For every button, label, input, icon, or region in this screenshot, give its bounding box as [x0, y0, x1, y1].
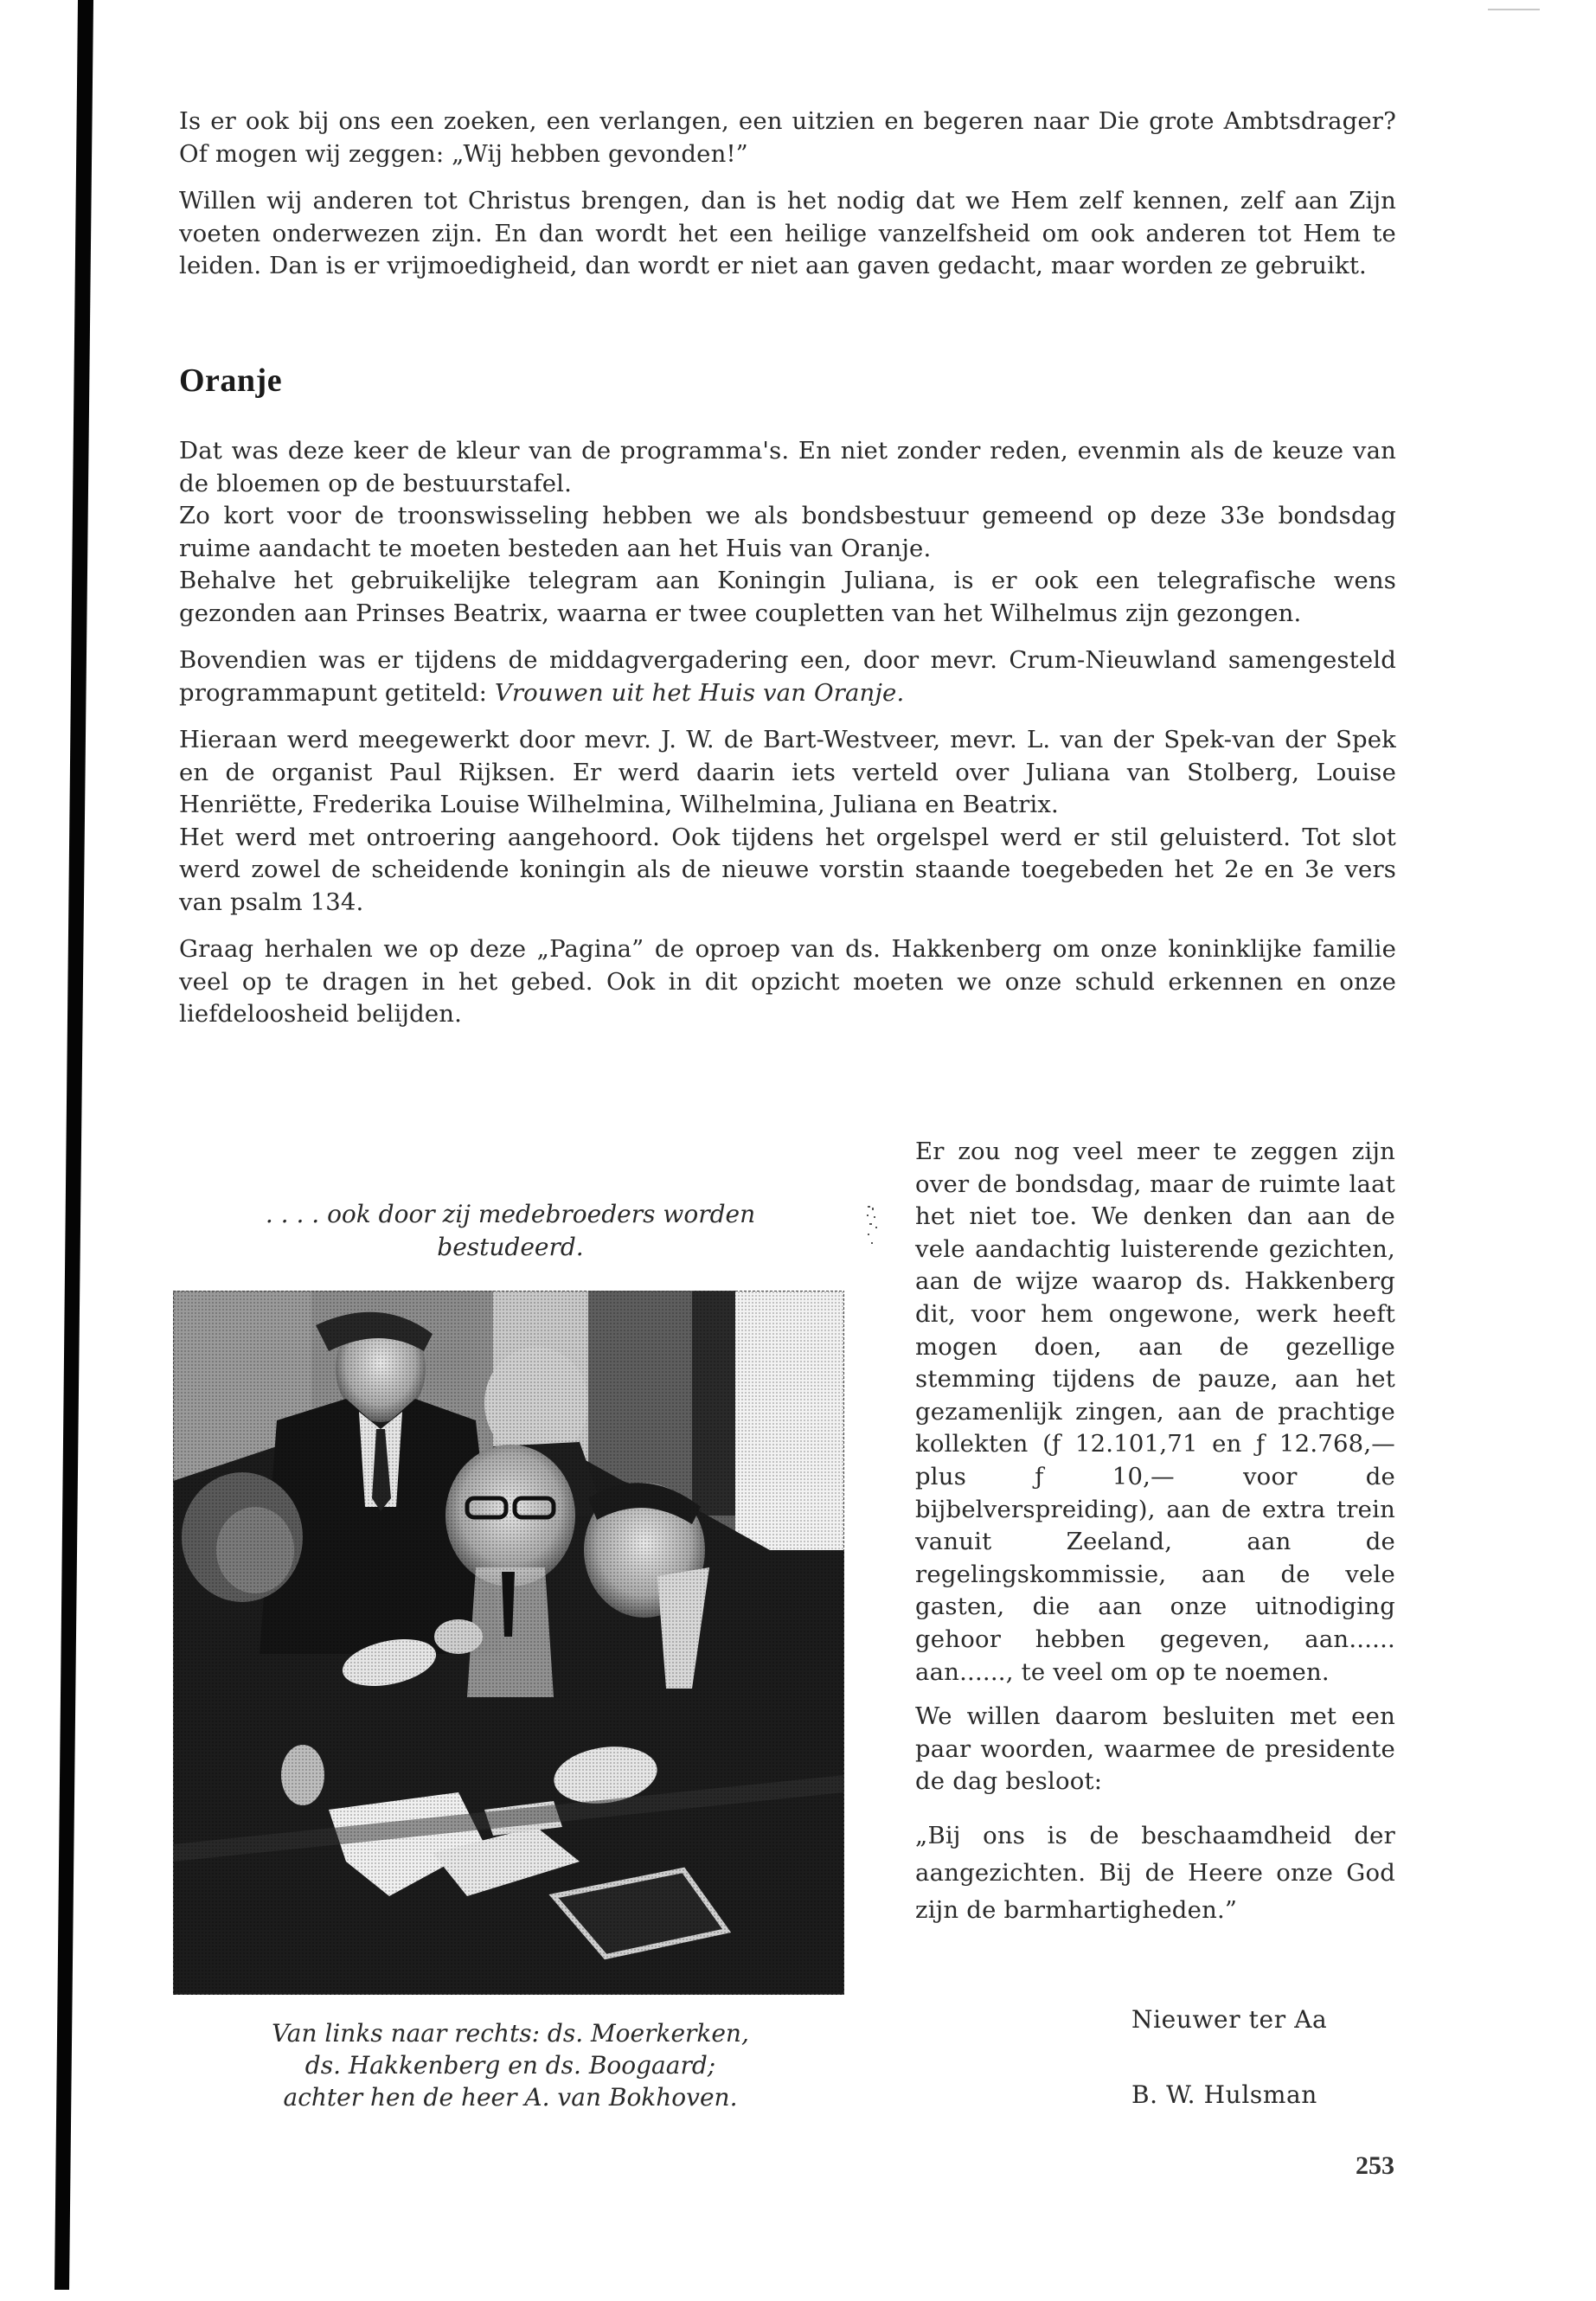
figure-caption-top: . . . . ook door zij medebroeders worden bestudeerd. — [265, 1200, 756, 1261]
section-paragraph: Graag herhalen we op deze „Pagina” de oproep van ds. Hakkenberg om onze koninklijke familie veel op te dragen in het gebed. Ook in dit opzicht moeten we onze schuld erkennen en onze liefdeloosheid belijden. — [179, 935, 1396, 1028]
section-paragraph: Dat was deze keer de kleur van de programma's. En niet zonder reden, evenmin als de keuze van de bloemen op de bestuurstafel. — [179, 437, 1396, 497]
caption-line: achter hen de heer A. van Bokhoven. — [283, 2083, 738, 2112]
caption-line: Van links naar rechts: ds. Moerkerken, — [272, 2019, 749, 2048]
section-body — [179, 435, 1396, 1031]
closing-paragraph: We willen daarom besluiten met een paar woorden, waarmee de presidente de dag besloot: — [915, 1702, 1395, 1796]
scan-mark — [1488, 9, 1540, 10]
signature-author: B. W. Hulsman — [1131, 2080, 1317, 2109]
intro-text — [179, 106, 1396, 283]
section-paragraph — [179, 644, 1396, 709]
section-paragraph: Hieraan werd meegewerkt door mevr. J. W. de Bart-Westveer, mevr. L. van der Spek-van der Spek en de organist Paul Rijksen. Er werd daarin iets verteld over Juliana van Stolberg, Louise Henriëtte, Frederika Louise Wilhelmina, Wilhelmina, Juliana en Beatrix. — [179, 726, 1396, 818]
section-paragraph: Zo kort voor de troonswisseling hebben we als bondsbestuur gemeend op deze 33e bondsdag ruime aandacht te moeten besteden aan het Huis van Oranje. — [179, 502, 1396, 562]
figure-caption-bottom — [173, 2017, 848, 2113]
signature-place: Nieuwer ter Aa — [1131, 2005, 1328, 2034]
section-paragraph: Het werd met ontroering aangehoord. Ook tijdens het orgelspel werd er stil geluisterd. Tot slot werd zowel de scheidende koningin als de nieuwe vorstin staande toegebeden het 2e en 3e vers van psalm 134. — [179, 823, 1396, 916]
photo-image — [173, 1291, 844, 1995]
meeting-photo — [173, 1291, 844, 1995]
intro-paragraph: Is er ook bij ons een zoeken, een verlangen, een uitzien en begeren naar Die grote Ambtsdrager? Of mogen wij zeggen: „Wij hebben gevonden!” — [179, 107, 1396, 168]
page-number: 253 — [1356, 2151, 1394, 2180]
intro-paragraph: Willen wij anderen tot Christus brengen, dan is het nodig dat we Hem zelf kennen, zelf aan Zijn voeten onderwezen zijn. En dan wordt het een heilige vanzelfsheid om ook anderen tot Hem te leiden. Dan is er vrijmoedigheid, dan wordt er niet aan gaven gedacht, maar worden ze gebruikt. — [179, 187, 1396, 279]
scan-speckle — [865, 1204, 882, 1265]
paragraph-text: Bovendien was er tijdens de middagvergadering een, door mevr. Crum-Nieuwland samengesteld programmapunt getiteld: — [179, 646, 1396, 707]
caption-line: ds. Hakkenberg en ds. Boogaard; — [304, 2051, 716, 2080]
section-paragraph: Behalve het gebruikelijke telegram aan Koningin Juliana, is er ook een telegrafische wens gezonden aan Prinses Beatrix, waarna er twee coupletten van het Wilhelmus zijn gezongen. — [179, 567, 1396, 627]
section-heading: Oranje — [179, 362, 283, 399]
closing-column — [915, 1136, 1395, 1929]
closing-quote: „Bij ons is de beschaamdheid der aangezichten. Bij de Heere onze God zijn de barmhartigheden.” — [915, 1821, 1395, 1924]
program-title: Vrouwen uit het Huis van Oranje. — [494, 678, 905, 707]
closing-paragraph: Er zou nog veel meer te zeggen zijn over de bondsdag, maar de ruimte laat het niet toe. We denken dan aan de vele aandachtig luisterende gezichten, aan de wijze waarop ds. Hakkenberg dit, voor hem ongewone, werk heeft mogen doen, aan de gezellige stemming tijdens de pauze, aan het gezamenlijk zingen, aan de prachtige kollekten (ƒ 12.101,71 en ƒ 12.768,— plus ƒ 10,— voor de bijbelverspreiding), aan de extra trein vanuit Zeeland, aan de regelingskommissie, aan de vele gasten, die aan onze uitnodiging gehoor hebben gegeven, aan...... aan......, te veel om op te noemen. — [915, 1138, 1395, 1686]
